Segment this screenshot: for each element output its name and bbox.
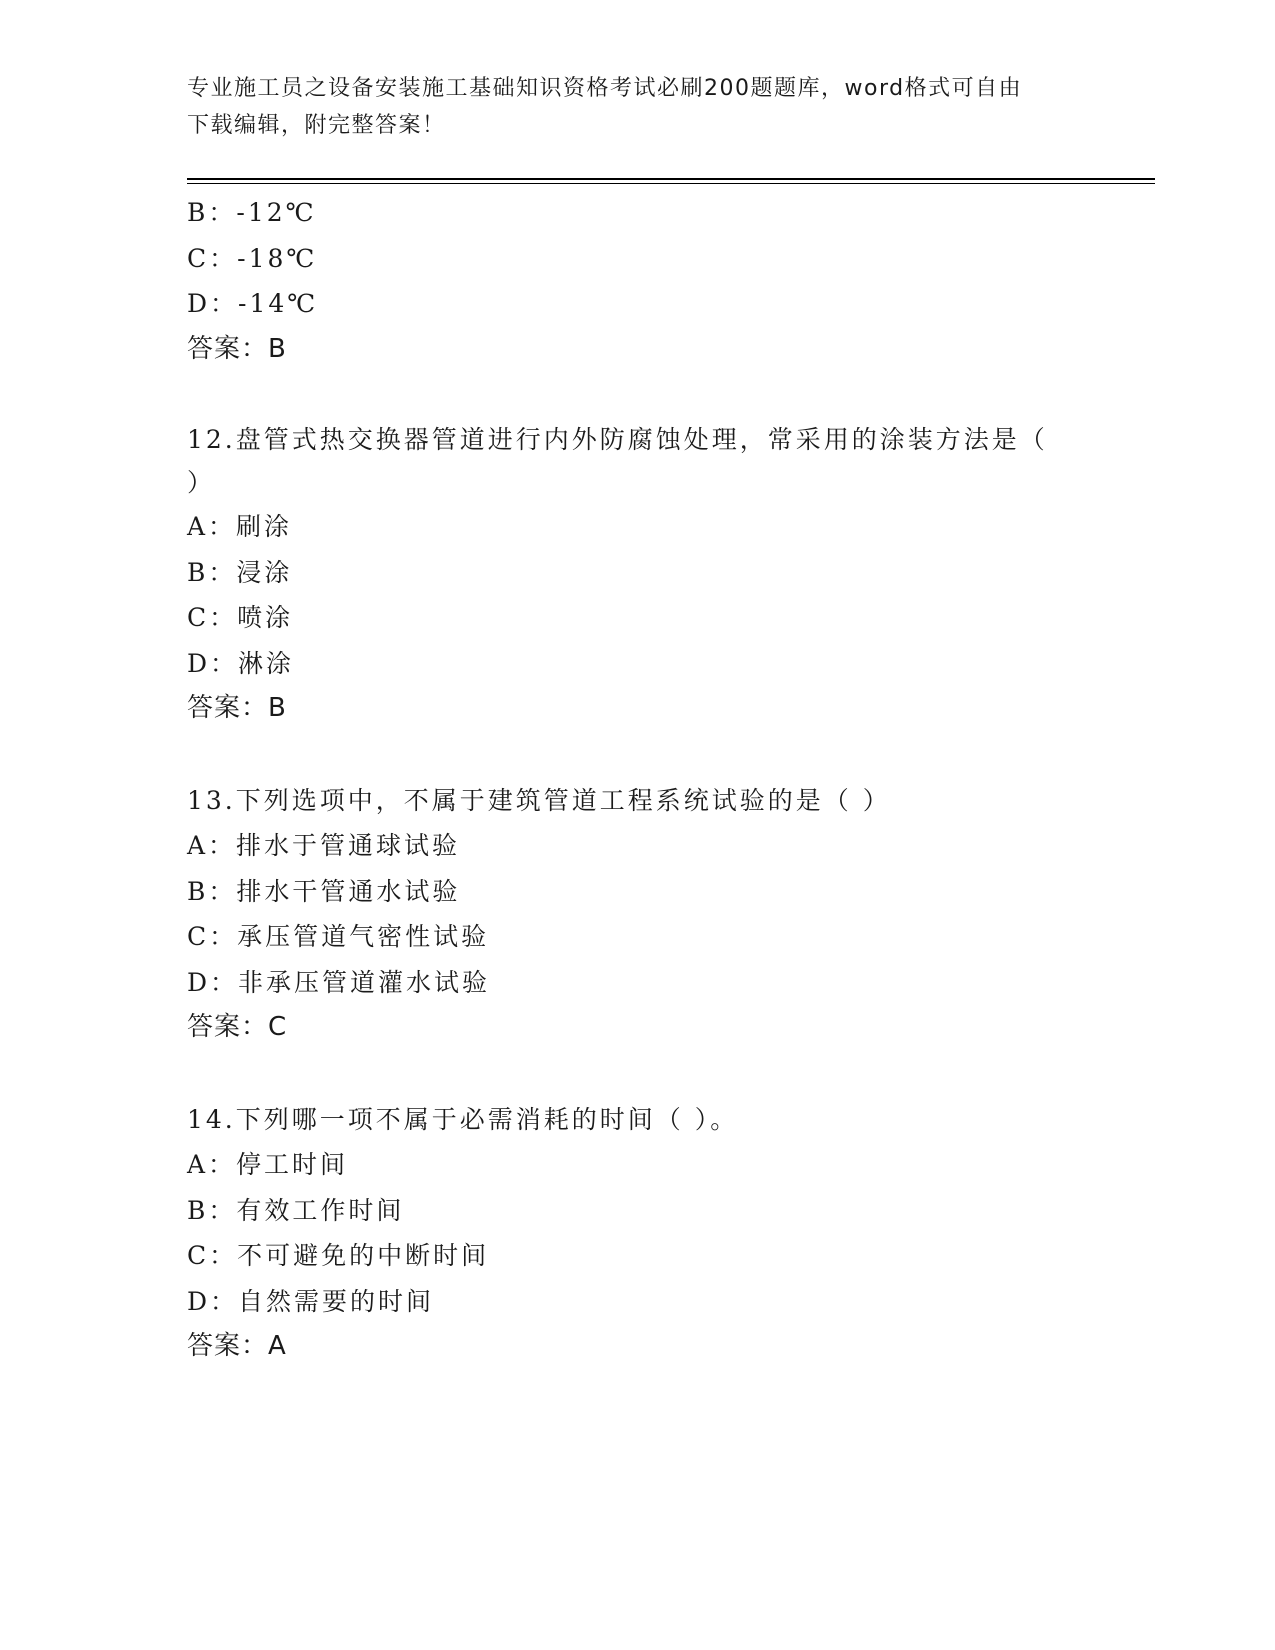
option-d: D：-14℃ (187, 289, 319, 318)
question-stem: 14.下列哪一项不属于必需消耗的时间（ ）。 (187, 1104, 739, 1134)
answer-line: 答案：B (187, 333, 287, 364)
option-d: D：自然需要的时间 (187, 1286, 435, 1316)
header-line-2: 下载编辑，附完整答案！ (187, 113, 446, 138)
option-b: B：排水干管通水试验 (187, 876, 461, 906)
option-c: C：不可避免的中断时间 (187, 1241, 490, 1270)
option-b: B：-12℃ (187, 198, 317, 227)
question-stem (187, 418, 1067, 504)
question-stem: 13.下列选项中，不属于建筑管道工程系统试验的是（ ） (187, 785, 891, 815)
option-a: A：停工时间 (187, 1150, 349, 1179)
question-list (187, 190, 1087, 1370)
header-divider-thin (187, 183, 1155, 184)
option-c: C：承压管道气密性试验 (187, 922, 490, 951)
answer-line: 答案：C (187, 1012, 288, 1042)
answer-line: 答案：B (187, 693, 287, 723)
spacer (187, 732, 1087, 778)
question-12 (187, 418, 1087, 732)
header-divider-thick (187, 178, 1155, 180)
option-b: B：浸涂 (187, 557, 293, 587)
spacer (187, 372, 1087, 418)
option-b: B：有效工作时间 (187, 1195, 405, 1225)
question-stem-line-1: 12.盘管式热交换器管道进行内外防腐蚀处理，常采用的涂装方法是（ (187, 425, 1048, 454)
document-header (187, 70, 1087, 144)
option-a: A：刷涂 (187, 512, 293, 541)
question-11-continued (187, 190, 1087, 372)
question-14 (187, 1097, 1087, 1370)
answer-line: 答案：A (187, 1331, 287, 1361)
question-stem-line-2: ） (187, 468, 216, 497)
header-line-1: 专业施工员之设备安装施工基础知识资格考试必刷200题题库，word格式可自由 (187, 76, 1023, 101)
option-a: A：排水于管通球试验 (187, 831, 461, 860)
option-d: D：淋涂 (187, 648, 295, 678)
option-d: D：非承压管道灌水试验 (187, 967, 491, 997)
option-c: C：喷涂 (187, 603, 294, 632)
question-13 (187, 778, 1087, 1051)
option-c: C：-18℃ (187, 243, 318, 273)
spacer (187, 1051, 1087, 1097)
